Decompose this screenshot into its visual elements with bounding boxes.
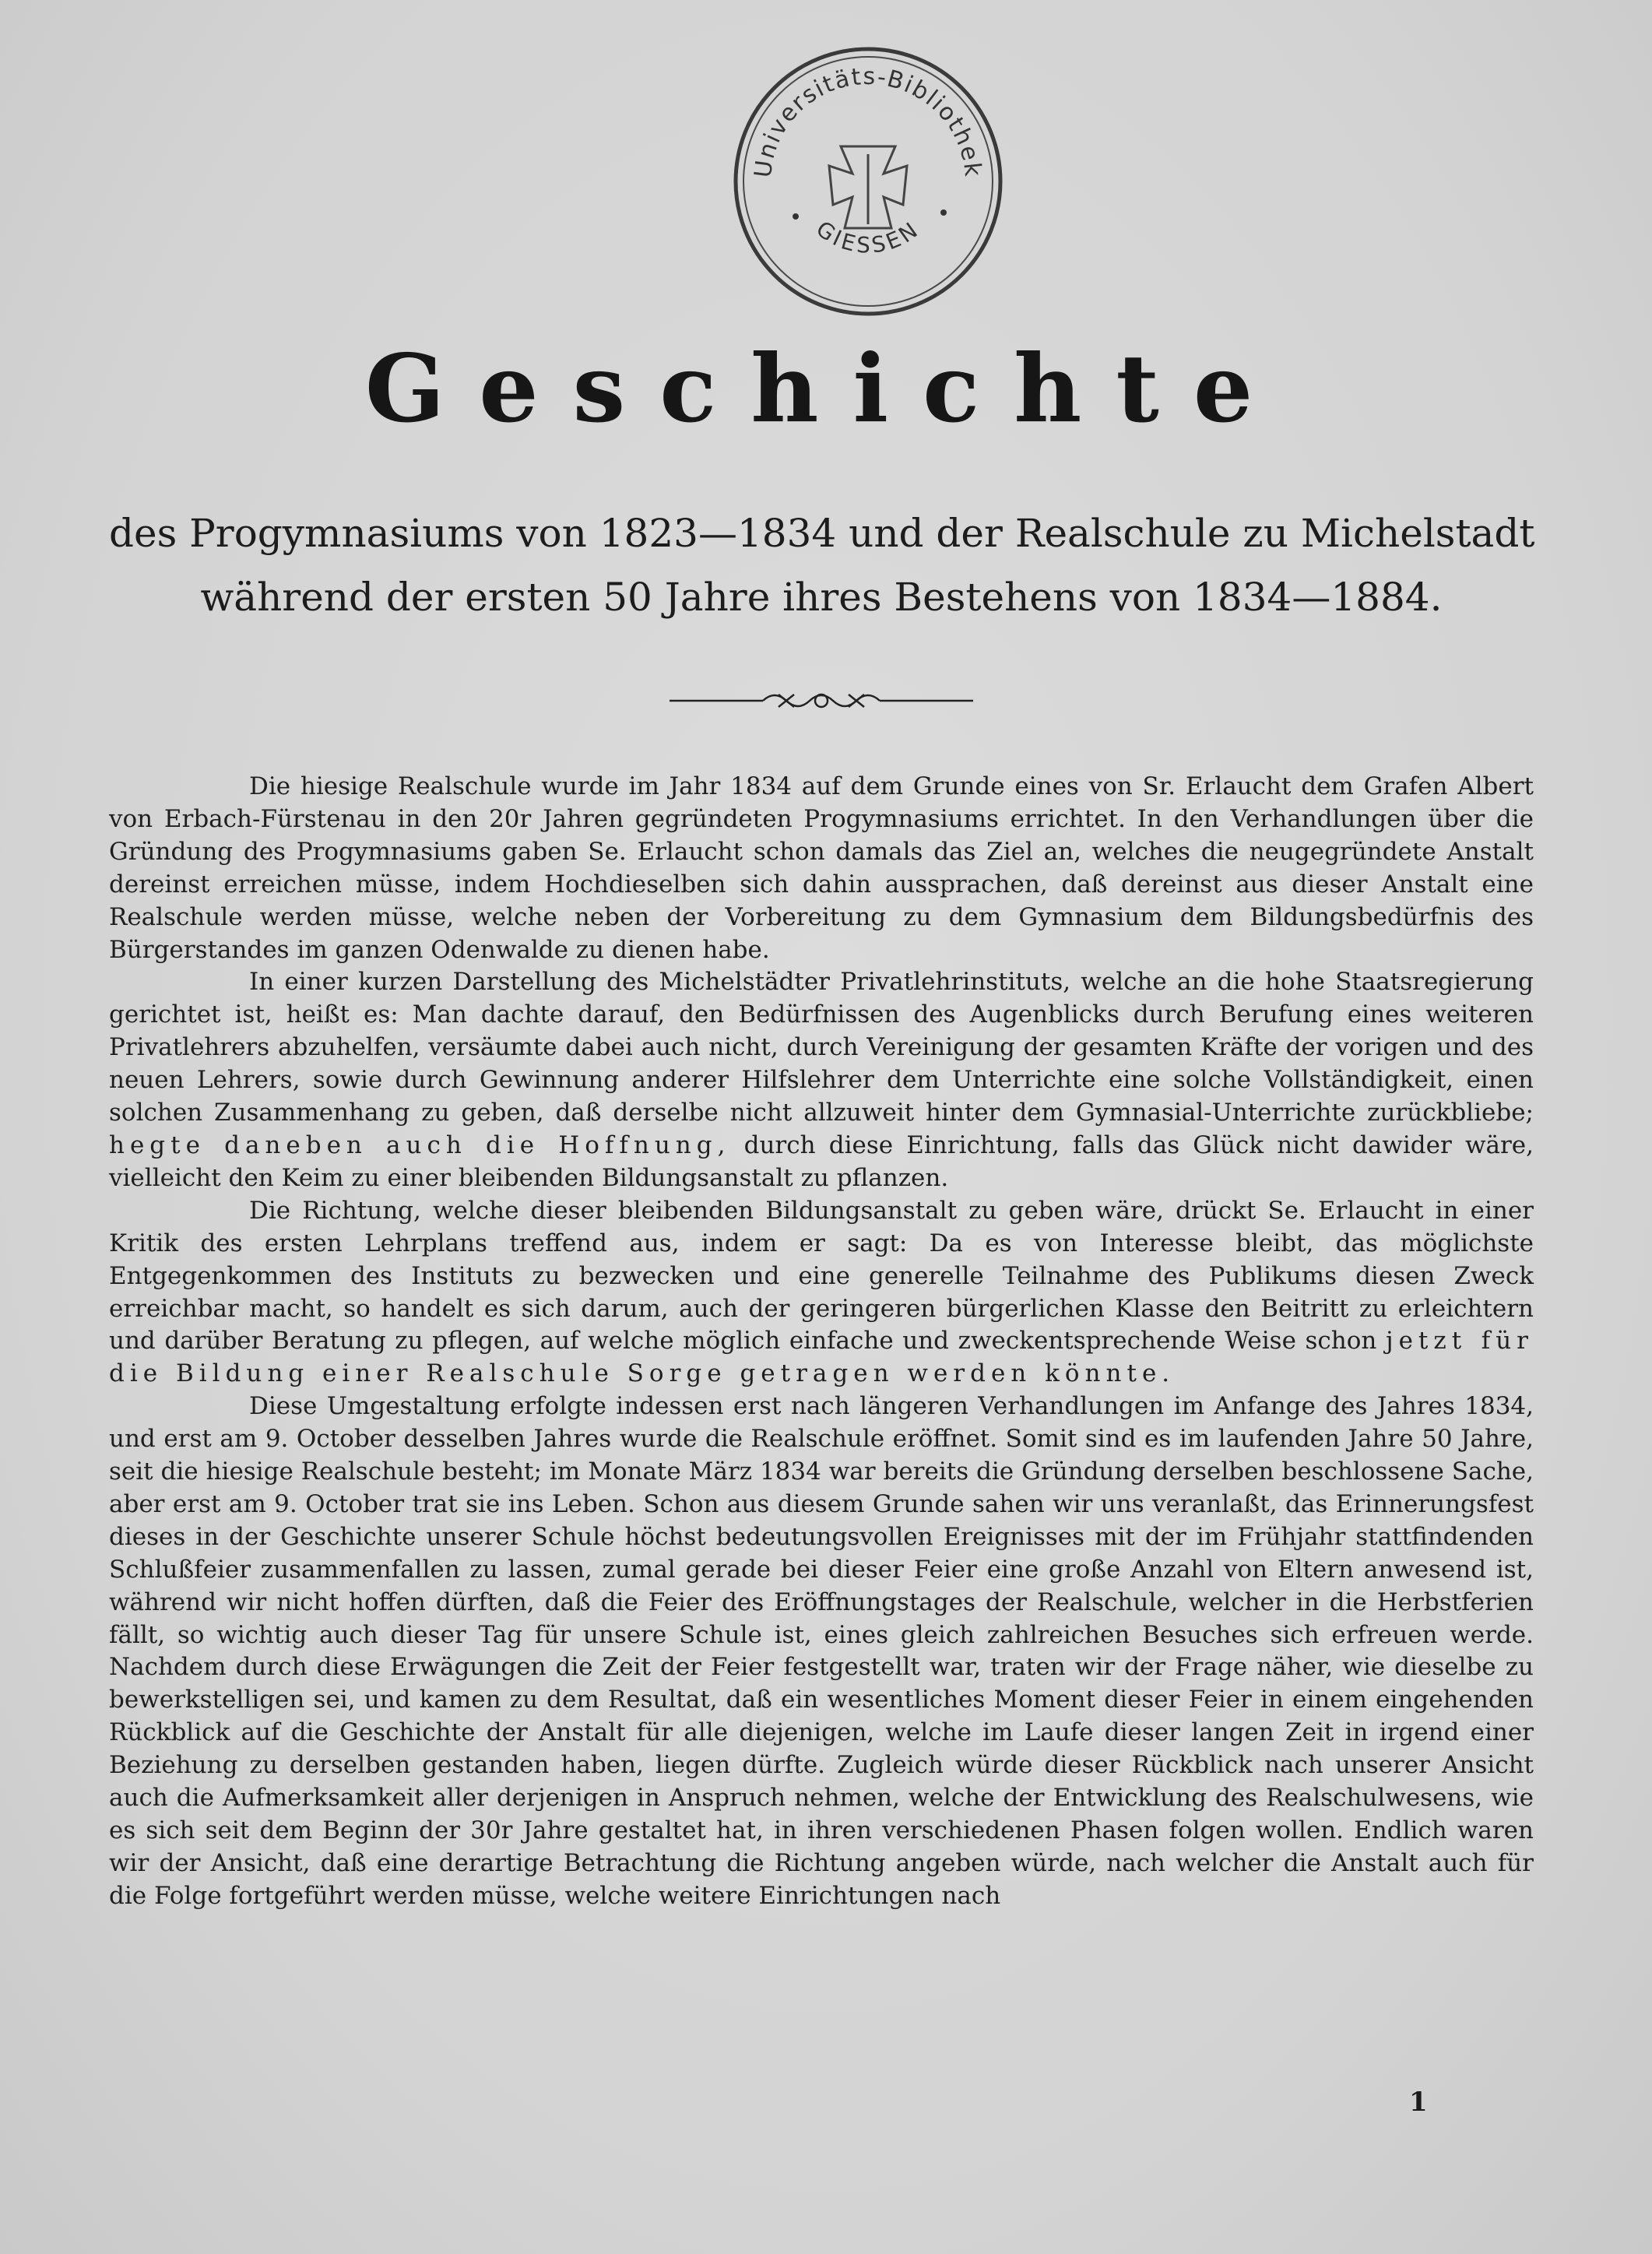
paragraph-3 [109, 1195, 1534, 1391]
svg-text:Universitäts-Bibliothek: Universitäts-Bibliothek [749, 62, 987, 180]
page-number: 1 [1409, 2087, 1428, 2118]
ornament-divider [670, 685, 973, 716]
body-text [109, 771, 1534, 1913]
paragraph-2-part-c: durch diese Einrichtung, falls das Glück nicht dawider wäre, vielleicht den Keim zu einer bleibenden Bildungsanstalt zu pflanzen. [109, 1131, 1534, 1192]
paragraph-3-part-a: Die Richtung, welche dieser bleibenden Bildungsanstalt zu geben wäre, drückt Se. Erlaucht in einer Kritik des ersten Lehrplans treffend aus, indem er sagt: Da es von Interesse bleibt, das möglichste Entgegenkommen des Instituts zu bezwecken und eine generelle Teilnahme des Publikums diesen Zweck erreichbar macht, so handelt es sich darum, auch der geringeren bürgerlichen Klasse den Beitritt zu erleichtern und darüber Beratung zu pflegen, auf welche möglich einfache und zweckentsprechende Weise schon [109, 1196, 1534, 1356]
svg-text:GIESSEN: GIESSEN [811, 216, 925, 258]
subtitle-line-2: während der ersten 50 Jahre ihres Bestehens von 1834—1884. [200, 575, 1443, 620]
paragraph-3-emphasis: jetzt für die Bildung einer Realschule Sorge getragen werden könnte. [109, 1327, 1534, 1388]
page-title: Geschichte [364, 334, 1288, 444]
subtitle-line-1: des Progymnasiums von 1823—1834 und der Realschule zu Michelstadt [109, 511, 1535, 556]
paragraph-4: Diese Umgestaltung erfolgte indessen erst nach längeren Verhandlungen im Anfange des Jahres 1834, und erst am 9. October desselben Jahres wurde die Realschule eröffnet. Somit sind es im laufenden Jahre 50 Jahre, seit die hiesige Realschule besteht; im Monate März 1834 war bereits die Gründung derselben beschlossene Sache, aber erst am 9. October trat sie ins Leben. Schon aus diesem Grunde sahen wir uns veranlaßt, das Erinnerungsfest dieses in der Geschichte unserer Schule höchst bedeutungsvollen Ereignisses mit der im Frühjahr stattfindenden Schlußfeier zusammenfallen zu lassen, zumal gerade bei dieser Feier eine große Anzahl von Eltern anwesend ist, während wir nicht hoffen dürften, daß die Feier des Eröffnungstages der Realschule, welcher in die Herbstferien fällt, so wichtig auch dieser Tag für unsere Schule ist, eines gleich zahlreichen Besuches sich erfreuen werde. Nachdem durch diese Erwägungen die Zeit der Feier festgestellt war, traten wir der Frage näher, wie dieselbe zu bewerkstelligen sei, und kamen zu dem Resultat, daß ein wesentliches Moment dieser Feier in einem eingehenden Rückblick auf die Geschichte der Anstalt für alle diejenigen, welche im Laufe dieser langen Zeit in irgend einer Beziehung zu derselben gestanden haben, liegen dürfte. Zugleich würde dieser Rückblick nach unserer Ansicht auch die Aufmerksamkeit aller derjenigen in Anspruch nehmen, welche der Entwicklung des Realschulwesens, wie es sich seit dem Beginn der 30r Jahre gestaltet hat, in ihren verschiedenen Phasen folgen wollen. Endlich waren wir der Ansicht, daß eine derartige Betrachtung die Richtung angeben würde, nach welcher die Anstalt auch für die Folge fortgeführt werden müsse, welche weitere Einrichtungen nach [109, 1392, 1534, 1910]
paragraph-2 [109, 966, 1534, 1194]
paragraph-2-emphasis: hegte daneben auch die Hoffnung, [109, 1131, 731, 1159]
library-stamp [724, 37, 1012, 325]
paragraph-1: Die hiesige Realschule wurde im Jahr 1834 auf dem Grunde eines von Sr. Erlaucht dem Grafen Albert von Erbach-Fürstenau in den 20r Jahren gegründeten Progymnasiums errichtet. In den Verhandlungen über die Gründung des Progymnasiums gaben Se. Erlaucht schon damals das Ziel an, welches die neugegründete Anstalt dereinst erreichen müsse, indem Hochdieselben sich dahin aussprachen, daß dereinst aus dieser Anstalt eine Realschule werden müsse, welche neben der Vorbereitung zu dem Gymnasium dem Bildungsbedürfnis des Bürgerstandes im ganzen Odenwalde zu dienen habe. [109, 772, 1534, 964]
library-stamp-seal [724, 37, 1012, 325]
paragraph-2-part-a: In einer kurzen Darstellung des Michelstädter Privatlehrinstituts, welche an die hohe Staatsregierung gerichtet ist, heißt es: Man dachte darauf, den Bedürfnissen des Augenblicks durch Berufung eines weiteren Privatlehrers abzuhelfen, versäumte dabei auch nicht, durch Vereinigung der gesamten Kräfte der vorigen und des neuen Lehrers, sowie durch Gewinnung anderer Hilfslehrer dem Unterrichte eine solche Vollständigkeit, einen solchen Zusammenhang zu geben, daß derselbe nicht allzuweit hinter dem Gymnasial-Unterrichte zurückbliebe; [109, 968, 1534, 1127]
